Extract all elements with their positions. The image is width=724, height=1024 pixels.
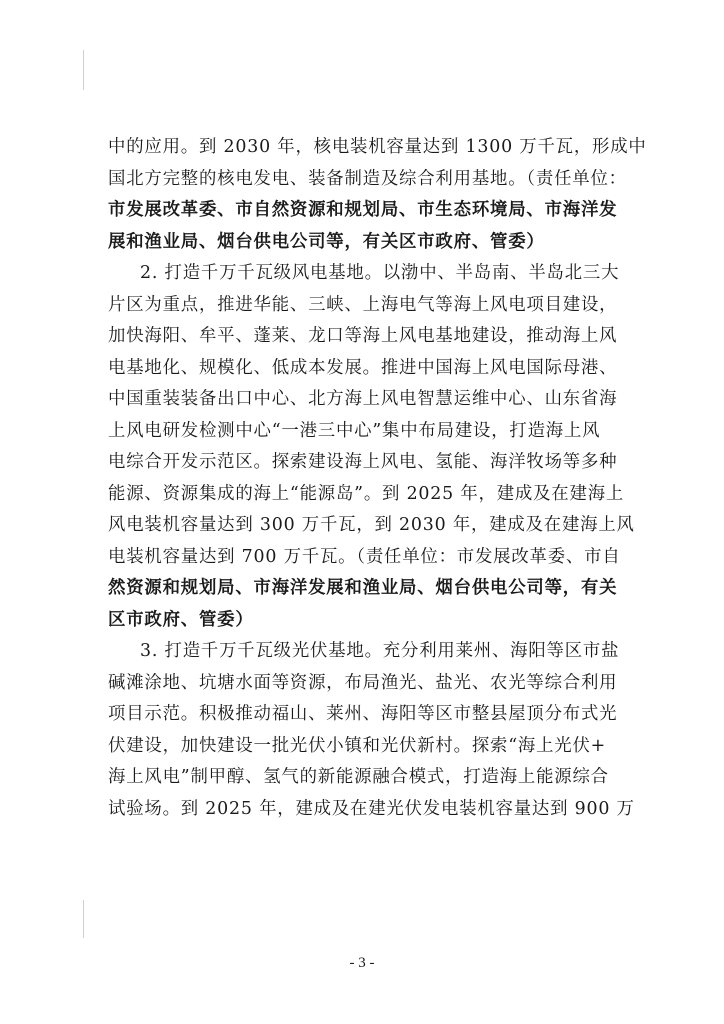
text-line: 片区为重点，推进华能、三峡、上海电气等海上风电项目建设， — [108, 294, 618, 315]
text-line: 中的应用。到 2030 年，核电装机容量达到 1300 万千瓦，形成中 — [108, 137, 647, 157]
text-line: 国北方完整的核电发电、装备制造及综合利用基地。（责任单位： — [108, 168, 627, 189]
text-line: 电综合开发示范区。探索建设海上风电、氢能、海洋牧场等多种 — [108, 452, 618, 472]
text-line: 中国重装装备出口中心、北方海上风电智慧运维中心、山东省海 — [108, 389, 618, 409]
text-line: 3. 打造千万千瓦级光伏基地。充分利用莱州、海阳等区市盐 — [140, 641, 620, 661]
text-line: 然资源和规划局、市海洋发展和渔业局、烟台供电公司等，有关 — [108, 578, 618, 598]
text-line: 试验场。到 2025 年，建成及在建光伏发电装机容量达到 900 万 — [108, 798, 635, 819]
margin-line-bottom — [83, 900, 84, 938]
document-body — [108, 132, 647, 825]
margin-line-top — [83, 50, 84, 90]
text-line: 风电装机容量达到 300 万千瓦，到 2030 年，建成及在建海上风 — [108, 515, 635, 535]
text-line: 电基地化、规模化、低成本发展。推进中国海上风电国际母港、 — [108, 357, 618, 378]
text-line: 加快海阳、牟平、蓬莱、龙口等海上风电基地建设，推动海上风 — [108, 326, 618, 346]
text-line: 2. 打造千万千瓦级风电基地。以渤中、半岛南、半岛北三大 — [140, 263, 620, 283]
page-number: - 3 - — [349, 955, 375, 971]
text-line: 市发展改革委、市自然资源和规划局、市生态环境局、市海洋发 — [108, 200, 618, 220]
text-line: 展和渔业局、烟台供电公司等，有关区市政府、管委） — [108, 231, 545, 252]
text-line: 碱滩涂地、坑塘水面等资源，布局渔光、盐光、农光等综合利用 — [108, 672, 618, 693]
text-line: 区市政府、管委） — [108, 609, 254, 630]
text-line: 项目示范。积极推动福山、莱州、海阳等区市整县屋顶分布式光 — [108, 704, 618, 724]
text-line: 海上风电”制甲醇、氢气的新能源融合模式，打造海上能源综合 — [108, 767, 609, 787]
text-line: 能源、资源集成的海上“能源岛”。到 2025 年，建成及在建海上 — [108, 483, 625, 504]
text-line: 上风电研发检测中心“一港三中心”集中布局建设，打造海上风 — [108, 420, 601, 441]
text-line: 电装机容量达到 700 万千瓦。（责任单位：市发展改革委、市自 — [108, 546, 621, 567]
text-line: 伏建设，加快建设一批光伏小镇和光伏新村。探索“海上光伏+ — [108, 735, 607, 756]
